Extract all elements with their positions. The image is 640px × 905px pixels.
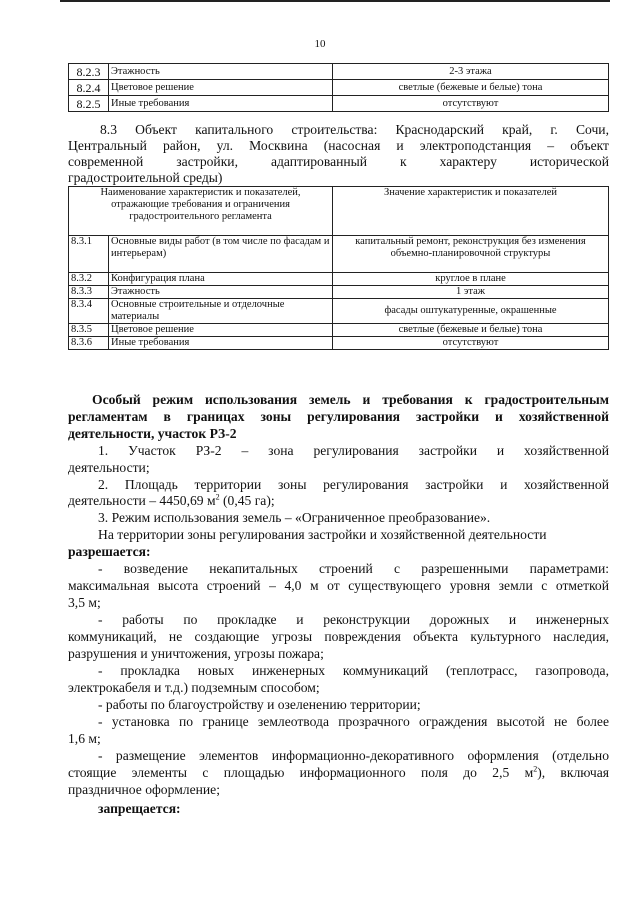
allowed-item-6-line-3: праздничное оформление; [68, 782, 220, 797]
allowed-item-5-line-2: 1,6 м; [68, 731, 101, 746]
para-1-text: 1. Участок РЗ-2 – зона регулирования застройки и хозяйственной [98, 443, 609, 458]
allowed-item-2-line-3: разрушения и уничтожения, угрозы пожара; [68, 646, 324, 661]
row-value: 2-3 этажа [333, 64, 609, 80]
allowed-item-4: - работы по благоустройству и озеленению территории; [98, 697, 421, 712]
row-number: 8.3.1 [69, 236, 109, 273]
allowed-item-6-line-1 [68, 748, 609, 764]
row-number: 8.3.6 [69, 337, 109, 350]
section-8-3-text: 8.3 Объект капитального строительства: Краснодарский край, г. Сочи, [100, 122, 609, 137]
allowed-item-6-line-2 [68, 765, 609, 781]
row-value: светлые (бежевые и белые) тона [333, 324, 609, 337]
table-row [69, 236, 609, 273]
header-value: Значение характеристик и показателей [333, 187, 609, 236]
para-1-line-2: деятельности; [68, 460, 150, 475]
para-3: 3. Режим использования земель – «Ограниченное преобразование». [98, 510, 491, 525]
top-border-line [60, 0, 610, 2]
row-name: Цветовое решение [109, 324, 333, 337]
header-name: Наименование характеристик и показателей, отражающие требования и ограничения градостроительного регламента [69, 187, 333, 236]
para-2-line-1 [68, 477, 609, 493]
info-field-text: стоящие элементы с площадью информационного поля до 2,5 м [68, 765, 534, 780]
row-name: Основные строительные и отделочные материалы [109, 299, 333, 324]
info-field-suffix: ), включая [537, 765, 609, 780]
row-number: 8.2.4 [69, 80, 109, 96]
row-value: 1 этаж [333, 286, 609, 299]
para-1-line-1 [68, 443, 609, 459]
allowed-item-3-line-2: электрокабеля и т.д.) подземным способом; [68, 680, 320, 695]
row-value: отсутствуют [333, 337, 609, 350]
area-text: деятельности – 4450,69 м [68, 493, 216, 508]
allowed-item-2-line-1 [68, 612, 609, 628]
info-field-superscript: 2 [533, 764, 538, 774]
heading-line-3: деятельности, участок РЗ-2 [68, 426, 237, 441]
row-number: 8.3.4 [69, 299, 109, 324]
row-number: 8.3.5 [69, 324, 109, 337]
table-header-row [69, 187, 609, 236]
row-number: 8.2.3 [69, 64, 109, 80]
row-name: Конфигурация плана [109, 273, 333, 286]
area-suffix: (0,45 га); [219, 493, 275, 508]
heading-line-2: регламентам в границах зоны регулирования застройки и хозяйственной [68, 409, 609, 424]
allowed-item-text: - работы по прокладке и реконструкции дорожных и инженерных [98, 612, 609, 627]
table-row [69, 324, 609, 337]
row-value: отсутствуют [333, 96, 609, 112]
allowed-item-text: - размещение элементов информационно-декоративного оформления (отдельно [98, 748, 609, 763]
table-8-3 [68, 186, 609, 350]
allowed-item-text: - прокладка новых инженерных коммуникаций (теплотрасс, газопровода, [98, 663, 609, 678]
section-8-3-line-4: градостроительной среды) [68, 170, 223, 185]
table-row [69, 299, 609, 324]
allowed-item-text: - установка по границе землеотвода прозрачного ограждения высотой не более [98, 714, 609, 729]
prohibited-label: запрещается: [98, 801, 181, 816]
allowed-item-1-line-3: 3,5 м; [68, 595, 101, 610]
allowed-item-3-line-1 [68, 663, 609, 679]
section-8-3-line-2: Центральный район, ул. Москвина (насосная и электроподстанция – объект [68, 138, 609, 153]
table-8-2 [68, 63, 609, 112]
table-row [69, 80, 609, 96]
page-number: 10 [314, 38, 326, 50]
allowed-label: разрешается: [68, 544, 151, 559]
heading-line-1 [68, 392, 609, 408]
table-row [69, 286, 609, 299]
row-number: 8.2.5 [69, 96, 109, 112]
row-value: фасады оштукатуренные, окрашенные [333, 299, 609, 324]
row-number: 8.3.3 [69, 286, 109, 299]
row-name: Основные виды работ (в том числе по фасадам и интерьерам) [109, 236, 333, 273]
section-8-3-line-1 [68, 122, 609, 138]
row-name: Иные требования [109, 337, 333, 350]
para-2-text: 2. Площадь территории зоны регулирования застройки и хозяйственной [98, 477, 609, 492]
allowed-item-1-line-2: максимальная высота строений – 4,0 м от существующего уровня земли с отметкой [68, 578, 609, 593]
row-value: светлые (бежевые и белые) тона [333, 80, 609, 96]
table-row [69, 96, 609, 112]
row-name: Этажность [109, 64, 333, 80]
table-row [69, 337, 609, 350]
table-row [69, 273, 609, 286]
para-4: На территории зоны регулирования застройки и хозяйственной деятельности [98, 527, 547, 542]
row-name: Цветовое решение [109, 80, 333, 96]
row-number: 8.3.2 [69, 273, 109, 286]
allowed-item-5-line-1 [68, 714, 609, 730]
para-2-line-2 [68, 493, 609, 509]
allowed-item-2-line-2: коммуникаций, не создающие угрозы повреждения объекта культурного наследия, [68, 629, 609, 644]
row-value: капитальный ремонт, реконструкция без изменения объемно-планировочной структуры [333, 236, 609, 273]
row-name: Иные требования [109, 96, 333, 112]
heading-text: Особый режим использования земель и требования к градостроительным [92, 392, 609, 407]
row-value: круглое в плане [333, 273, 609, 286]
section-8-3-line-3: современной застройки, адаптированный к характеру исторической [68, 154, 609, 169]
allowed-item-1-line-1 [68, 561, 609, 577]
table-row [69, 64, 609, 80]
area-superscript: 2 [215, 492, 220, 502]
row-name: Этажность [109, 286, 333, 299]
allowed-item-text: - возведение некапитальных строений с разрешенными параметрами: [98, 561, 609, 576]
